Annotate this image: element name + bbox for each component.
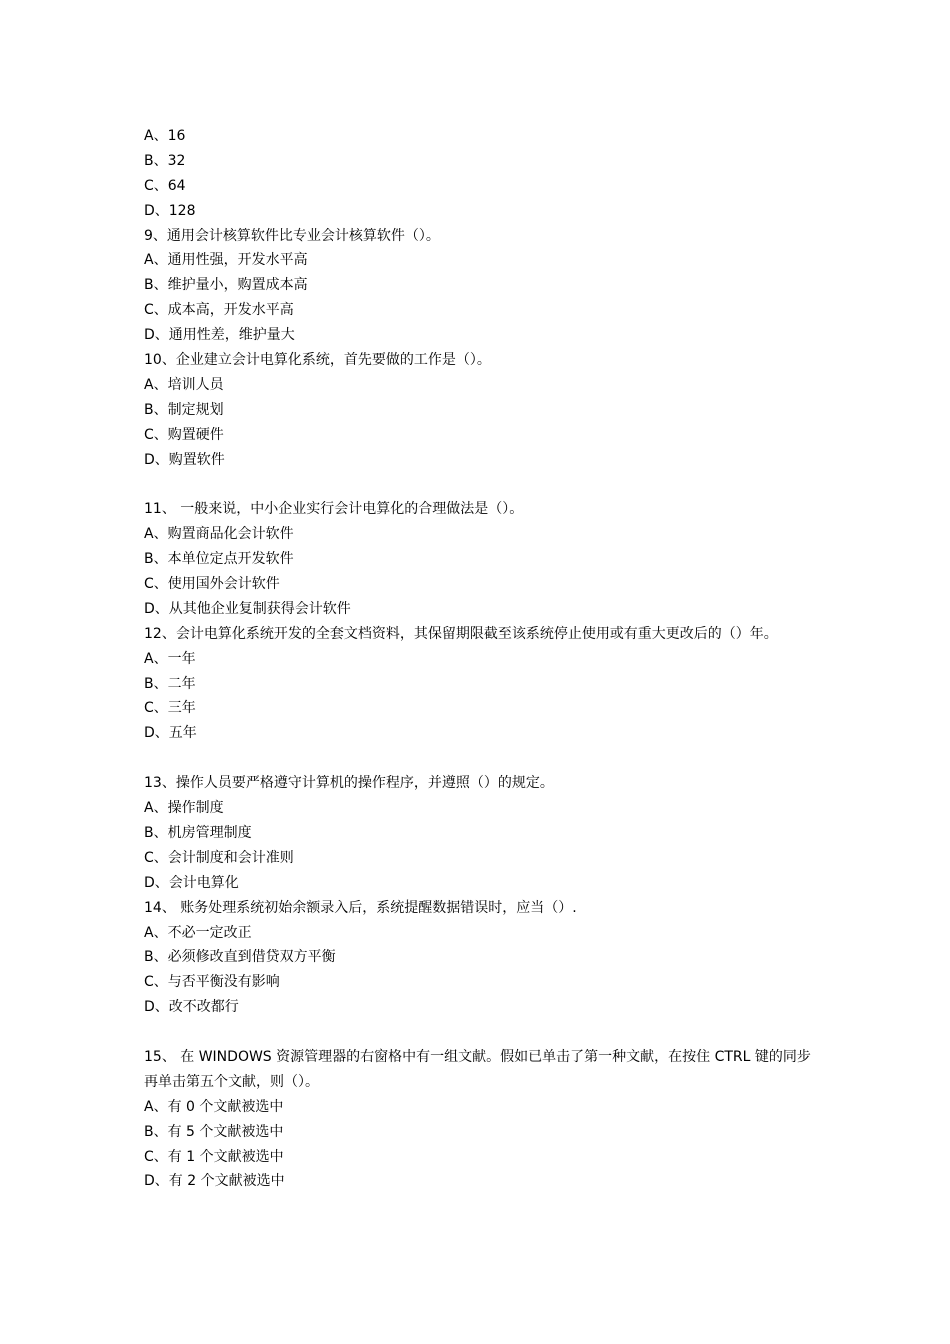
answer-option: D、改不改都行 — [144, 999, 239, 1016]
answer-option: D、会计电算化 — [144, 874, 239, 891]
question-text: 13、操作人员要严格遵守计算机的操作程序，并遵照（）的规定。 — [144, 775, 554, 792]
question-block — [144, 497, 814, 746]
question-text: 15、 在 WINDOWS 资源管理器的右窗格中有一组文献。假如已单击了第一种文献，在按住 CTRL 键的同步再单击第五个文献，则（）。 — [144, 1048, 811, 1090]
answer-option: B、32 — [144, 152, 186, 169]
answer-option: D、从其他企业复制获得会计软件 — [144, 600, 351, 617]
block-spacer — [144, 1020, 814, 1045]
block-spacer — [144, 472, 814, 497]
answer-option: D、通用性差，维护量大 — [144, 327, 295, 344]
question-block — [144, 124, 814, 472]
answer-option: D、有 2 个文献被选中 — [144, 1173, 285, 1190]
answer-option: D、购置软件 — [144, 451, 225, 468]
answer-option: B、本单位定点开发软件 — [144, 551, 294, 568]
answer-option: C、会计制度和会计准则 — [144, 849, 294, 866]
answer-option: C、三年 — [144, 700, 196, 717]
answer-option: B、有 5 个文献被选中 — [144, 1123, 284, 1140]
answer-option: A、培训人员 — [144, 376, 224, 393]
answer-option: A、操作制度 — [144, 800, 224, 817]
answer-option: A、一年 — [144, 650, 196, 667]
question-text: 11、 一般来说，中小企业实行会计电算化的合理做法是（）。 — [144, 501, 524, 518]
answer-option: B、机房管理制度 — [144, 824, 252, 841]
answer-option: B、制定规划 — [144, 401, 224, 418]
answer-option: A、购置商品化会计软件 — [144, 526, 294, 543]
question-block — [144, 1045, 814, 1194]
answer-option: C、64 — [144, 177, 186, 194]
answer-option: C、成本高，开发水平高 — [144, 302, 294, 319]
answer-option: B、二年 — [144, 675, 196, 692]
question-text: 14、 账务处理系统初始余额录入后，系统提醒数据错误时，应当（）. — [144, 899, 577, 916]
answer-option: B、维护量小，购置成本高 — [144, 277, 308, 294]
question-list — [144, 124, 814, 1194]
block-spacer — [144, 746, 814, 771]
answer-option: C、有 1 个文献被选中 — [144, 1148, 284, 1165]
answer-option: A、不必一定改正 — [144, 924, 252, 941]
question-text: 10、企业建立会计电算化系统，首先要做的工作是（）。 — [144, 352, 491, 369]
question-block — [144, 771, 814, 1020]
answer-option: A、通用性强，开发水平高 — [144, 252, 308, 269]
answer-option: A、有 0 个文献被选中 — [144, 1098, 284, 1115]
answer-option: D、五年 — [144, 725, 197, 742]
answer-option: C、使用国外会计软件 — [144, 576, 280, 593]
answer-option: A、16 — [144, 128, 186, 144]
answer-option: D、128 — [144, 202, 196, 219]
question-text: 9、通用会计核算软件比专业会计核算软件（）。 — [144, 227, 440, 244]
answer-option: C、购置硬件 — [144, 426, 224, 443]
answer-option: C、与否平衡没有影响 — [144, 974, 280, 991]
answer-option: B、必须修改直到借贷双方平衡 — [144, 949, 336, 966]
question-text: 12、会计电算化系统开发的全套文档资料，其保留期限截至该系统停止使用或有重大更改后的（）年。 — [144, 625, 778, 642]
